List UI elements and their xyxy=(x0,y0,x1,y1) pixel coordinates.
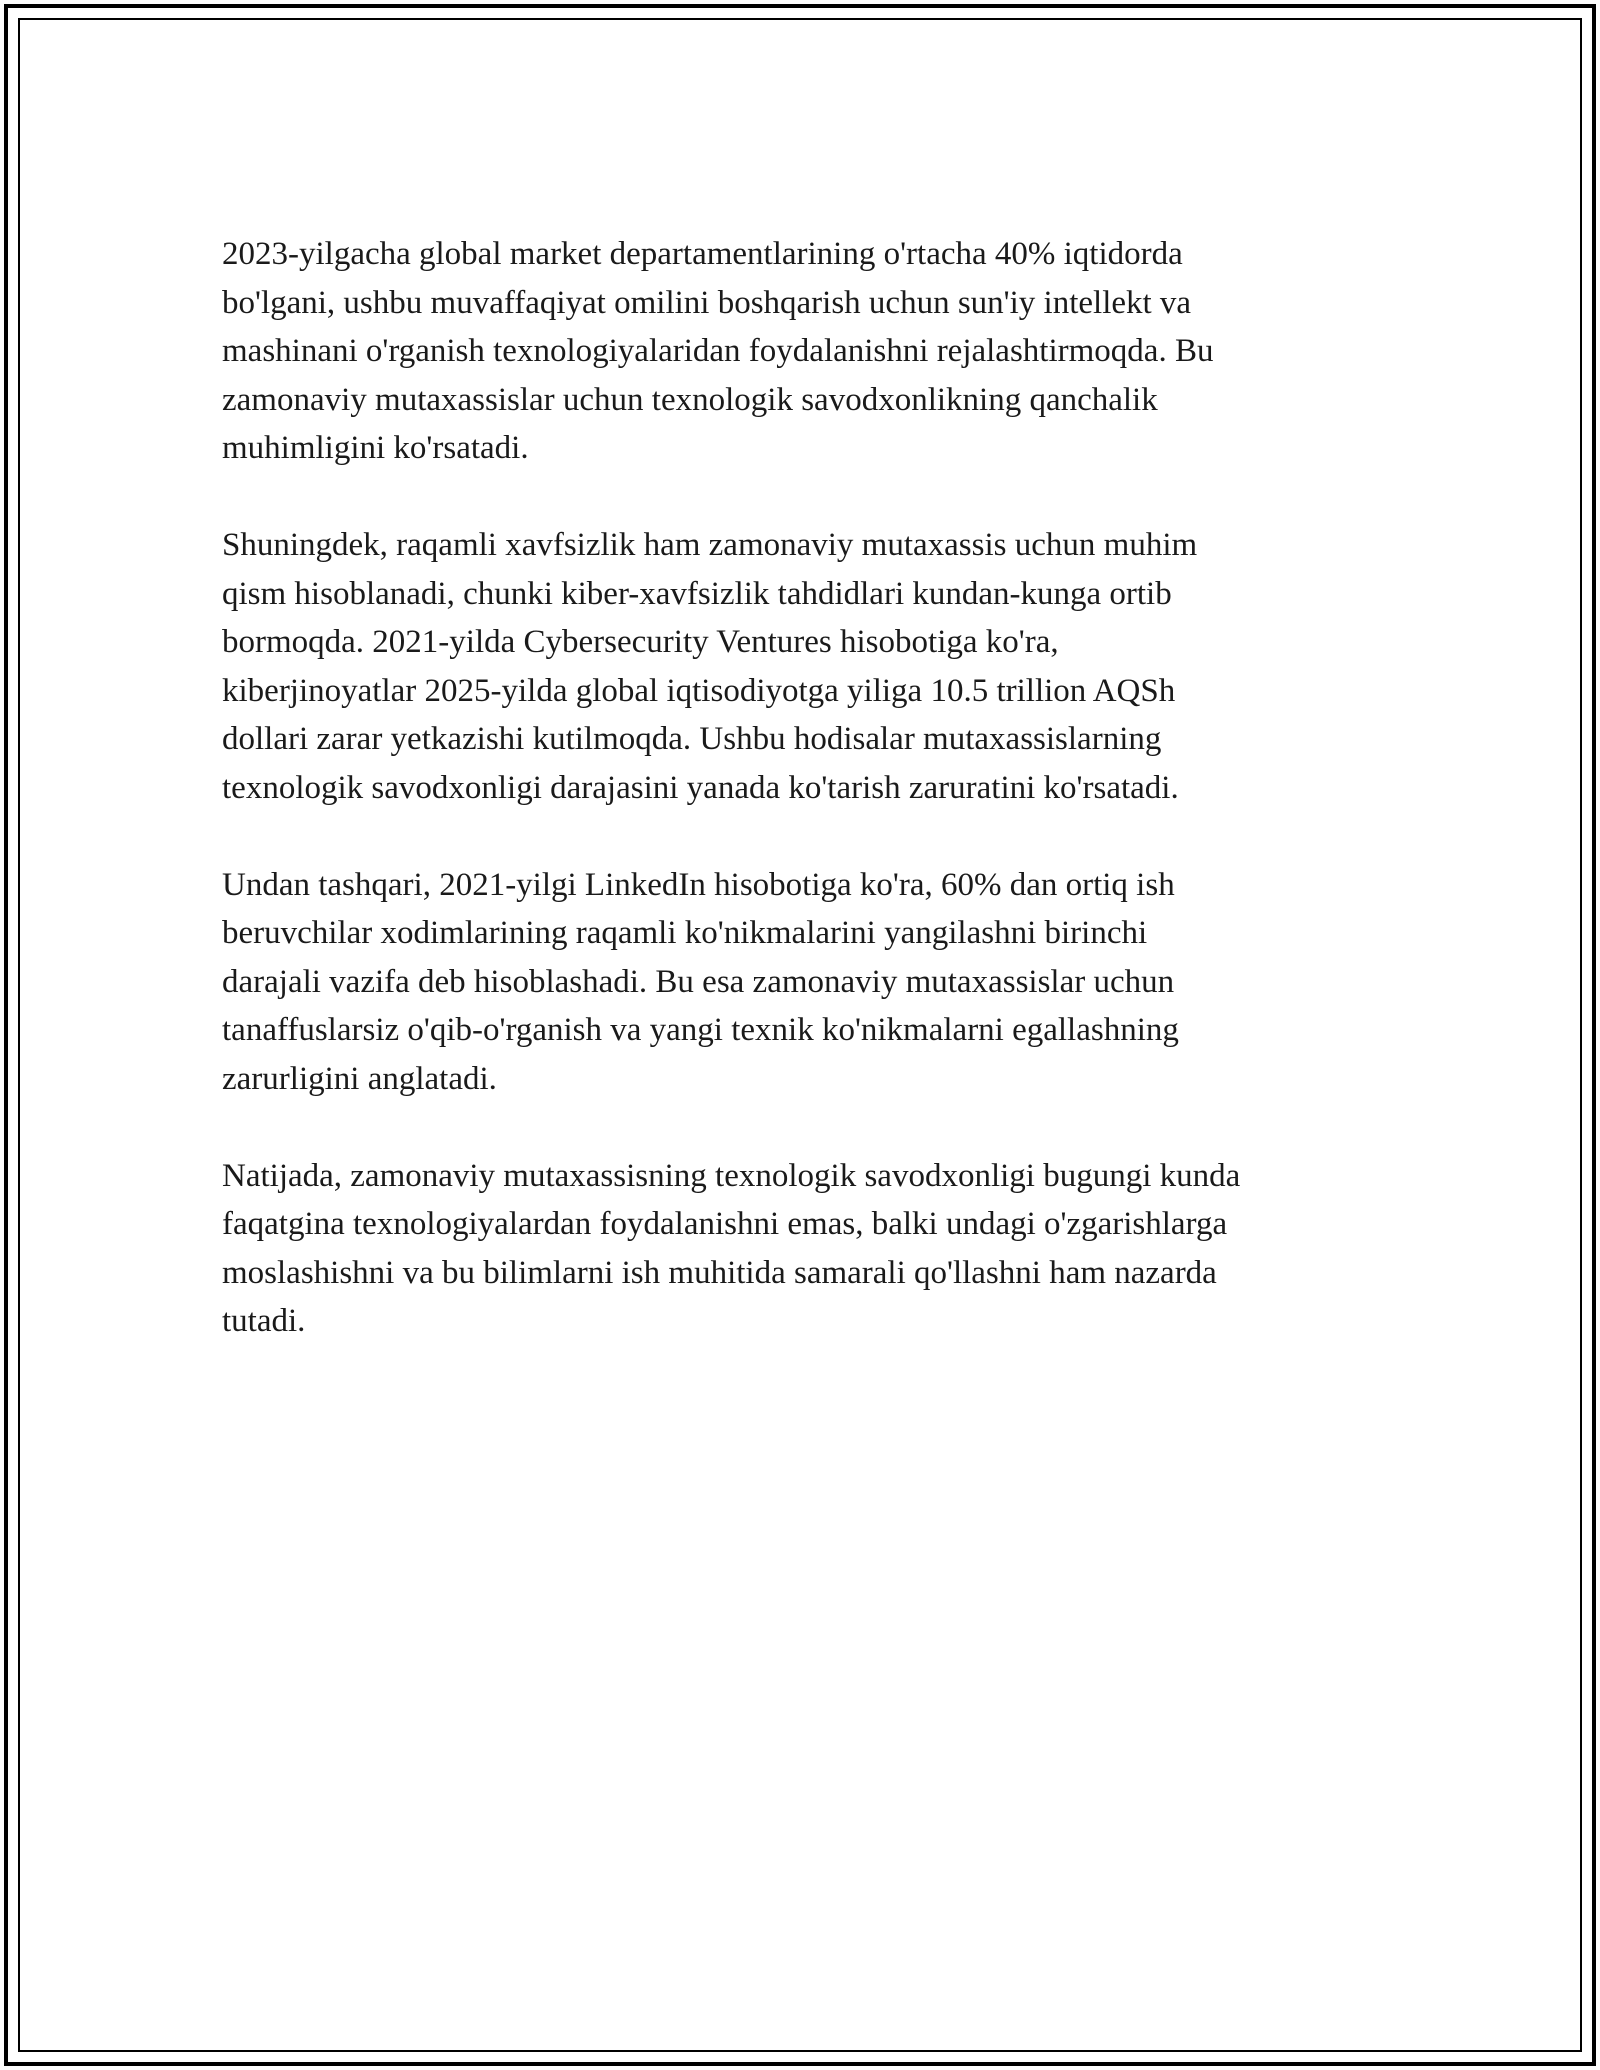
text-line: Natijada, zamonaviy mutaxassisning texnologik savodxonligi bugungi kunda xyxy=(222,1157,1241,1194)
text-line: faqatgina texnologiyalardan foydalanishni emas, balki undagi o'zgarishlarga xyxy=(222,1206,1228,1242)
text-line: moslashishni va bu bilimlarni ish muhitida samarali qo'llashni ham nazarda xyxy=(222,1254,1217,1291)
text-line: 2023-yilgacha global market departamentlarining o'rtacha 40% iqtidorda xyxy=(222,236,1183,272)
text-line: muhimligini ko'rsatadi. xyxy=(222,430,529,466)
paragraph-3 xyxy=(222,861,1422,1104)
text-line: zamonaviy mutaxassislar uchun texnologik savodxonlikning qanchalik xyxy=(222,381,1158,418)
text-line: bormoqda. 2021-yilda Cybersecurity Ventures hisobotiga ko'ra, xyxy=(222,624,1059,660)
text-line: Undan tashqari, 2021-yilgi LinkedIn hisobotiga ko'ra, 60% dan ortiq ish xyxy=(222,866,1175,903)
text-line: bo'lgani, ushbu muvaffaqiyat omilini boshqarish uchun sun'iy intellekt va xyxy=(222,284,1192,321)
text-line: Shuningdek, raqamli xavfsizlik ham zamonaviy mutaxassis uchun muhim xyxy=(222,527,1198,563)
text-line: qism hisoblanadi, chunki kiber-xavfsizlik tahdidlari kundan-kunga ortib xyxy=(222,575,1172,612)
text-line: texnologik savodxonligi darajasini yanada ko'tarish zaruratini ko'rsatadi. xyxy=(222,769,1179,806)
paragraph-4 xyxy=(222,1152,1422,1346)
paragraph-1 xyxy=(222,230,1422,473)
text-line: mashinani o'rganish texnologiyalaridan foydalanishni rejalashtirmoqda. Bu xyxy=(222,333,1214,369)
text-line: zarurligini anglatadi. xyxy=(222,1060,497,1097)
text-line: kiberjinoyatlar 2025-yilda global iqtisodiyotga yiliga 10.5 trillion AQSh xyxy=(222,672,1176,709)
paragraph-2 xyxy=(222,521,1422,812)
text-line: tanaffuslarsiz o'qib-o'rganish va yangi texnik ko'nikmalarni egallashning xyxy=(222,1012,1179,1048)
text-line: beruvchilar xodimlarining raqamli ko'nikmalarini yangilashni birinchi xyxy=(222,915,1148,951)
document-body xyxy=(222,230,1422,1346)
text-line: tutadi. xyxy=(222,1303,306,1339)
text-line: dollari zarar yetkazishi kutilmoqda. Ushbu hodisalar mutaxassislarning xyxy=(222,721,1162,757)
text-line: darajali vazifa deb hisoblashadi. Bu esa zamonaviy mutaxassislar uchun xyxy=(222,963,1175,1000)
